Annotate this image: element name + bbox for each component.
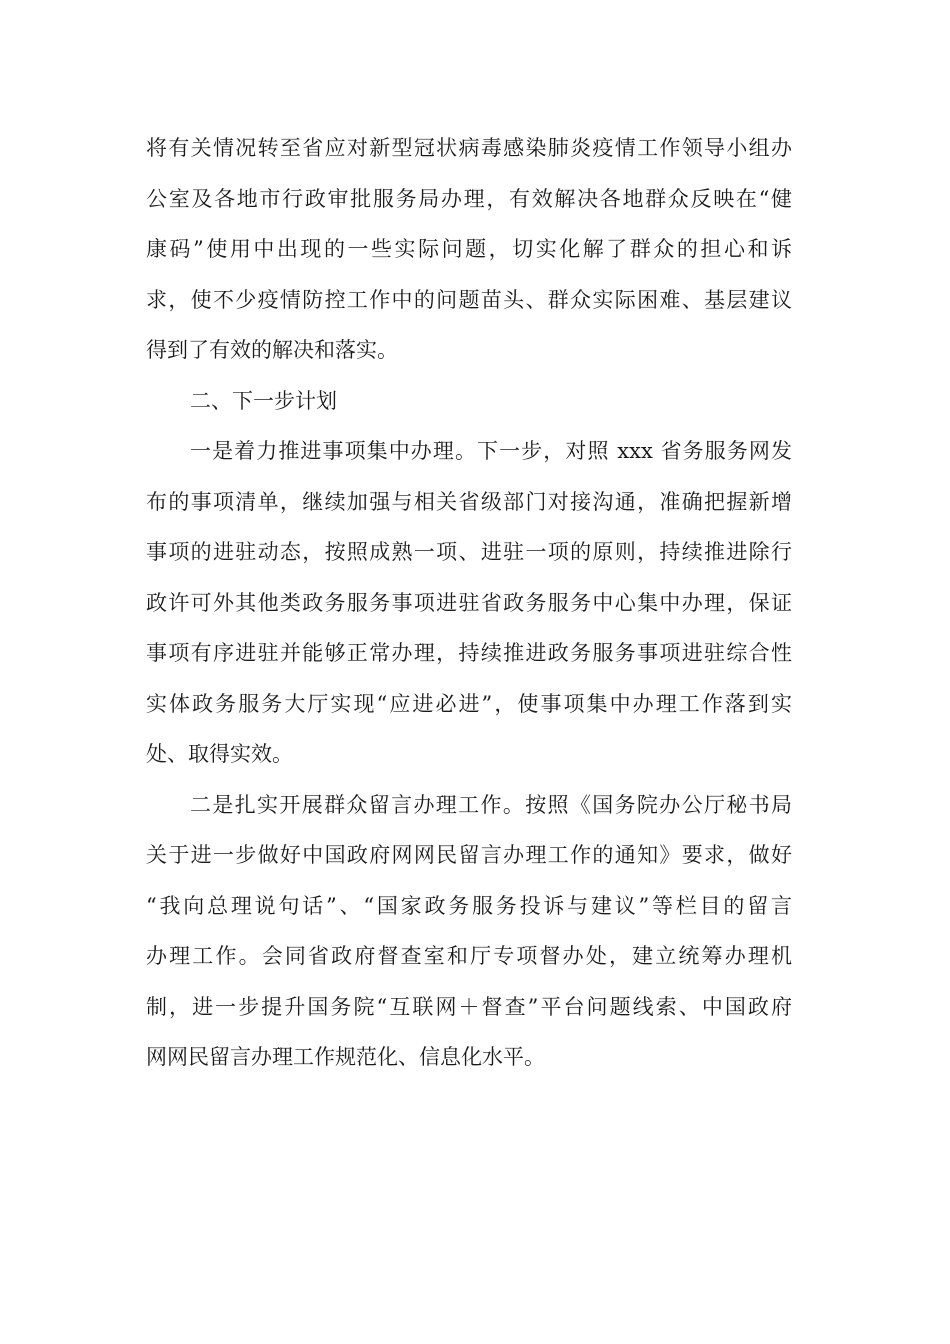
paragraph-line: 政许可外其他类政务服务事项进驻省政务服务中心集中办理，保证: [146, 591, 792, 615]
paragraph-line: 事项有序进驻并能够正常办理，持续推进政务服务事项进驻综合性: [146, 641, 792, 665]
paragraph-line: 布的事项清单，继续加强与相关省级部门对接沟通，准确把握新增: [146, 490, 792, 514]
paragraph-line: “我向总理说句话”、“国家政务服务投诉与建议”等栏目的留言: [146, 894, 792, 918]
paragraph-line: 将有关情况转至省应对新型冠状病毒感染肺炎疫情工作领导小组办: [146, 136, 792, 160]
paragraph-line: 公室及各地市行政审批服务局办理，有效解决各地群众反映在“健: [146, 187, 792, 211]
paragraph-line: 制，进一步提升国务院“互联网＋督查”平台问题线索、中国政府: [146, 995, 792, 1019]
paragraph-line: 处、取得实效。: [146, 742, 293, 766]
paragraph-line: 办理工作。会同省政府督查室和厅专项督办处，建立统筹办理机: [146, 944, 792, 968]
paragraph-line: 网网民留言办理工作规范化、信息化水平。: [146, 1045, 545, 1069]
section-heading: 二、下一步计划: [190, 389, 337, 413]
paragraph-line: 实体政务服务大厅实现“应进必进”，使事项集中办理工作落到实: [146, 692, 792, 716]
paragraph-line: 康码”使用中出现的一些实际问题，切实化解了群众的担心和诉: [146, 237, 792, 261]
paragraph-line: 得到了有效的解决和落实。: [146, 338, 398, 362]
paragraph-line: 一是着力推进事项集中办理。下一步，对照 xxx 省务服务网发: [190, 439, 792, 463]
paragraph-line: 关于进一步做好中国政府网网民留言办理工作的通知》要求，做好: [146, 843, 792, 867]
paragraph-line: 二是扎实开展群众留言办理工作。按照《国务院办公厅秘书局: [190, 793, 792, 817]
paragraph-line: 求，使不少疫情防控工作中的问题苗头、群众实际困难、基层建议: [146, 288, 792, 312]
paragraph-line: 事项的进驻动态，按照成熟一项、进驻一项的原则，持续推进除行: [146, 540, 792, 564]
